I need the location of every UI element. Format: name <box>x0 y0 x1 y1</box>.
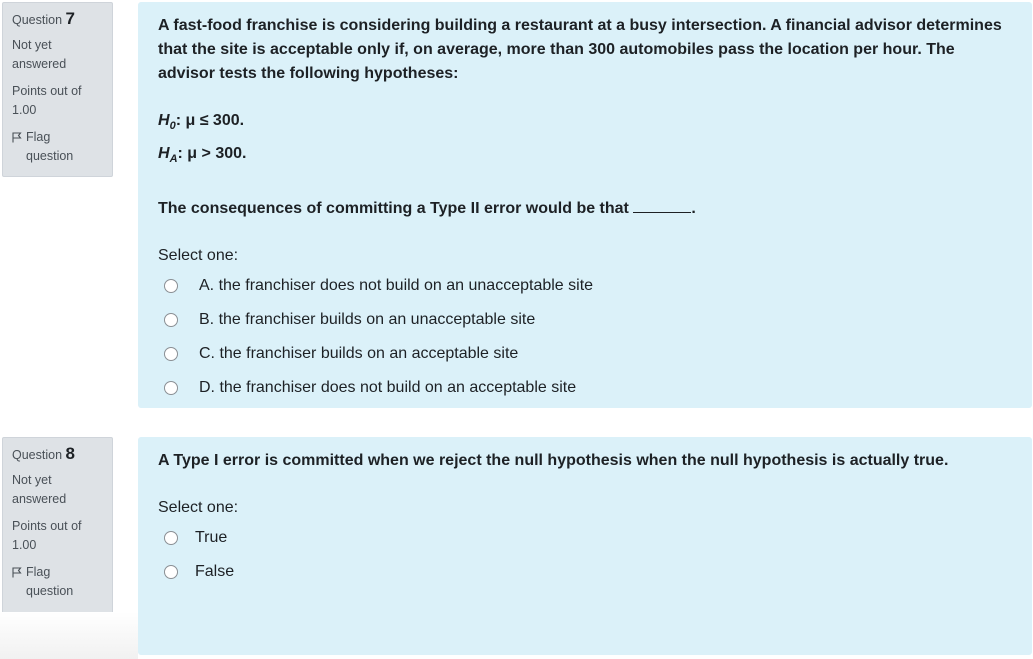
hypothesis-relation: : μ ≤ 300. <box>175 112 245 129</box>
question-state: Not yet answered <box>12 38 67 71</box>
option-label[interactable]: True <box>195 529 228 546</box>
option-c[interactable] <box>158 337 1012 371</box>
prompt-end: . <box>691 200 696 218</box>
hypothesis-subscript: A <box>169 153 178 166</box>
question-8-info <box>2 437 113 615</box>
flag-question-label: Flag question <box>26 565 74 598</box>
option-label[interactable]: B. the franchiser builds on an unacceptable site <box>199 311 536 329</box>
option-b[interactable] <box>158 303 1012 337</box>
prompt-text: The consequences of committing a Type II error would be that <box>158 200 629 218</box>
hypothesis-symbol: H <box>158 145 170 163</box>
hypothesis-relation: : μ > 300. <box>177 145 247 163</box>
option-d[interactable] <box>158 371 1012 405</box>
question-prompt <box>158 197 1012 221</box>
question-points: Points out of 1.00 <box>12 519 82 552</box>
question-text: A Type I error is committed when we reject the null hypothesis when the null hypothesis is actually true. <box>158 452 949 469</box>
hypothesis-symbol: H <box>158 112 170 129</box>
radio-button[interactable] <box>164 531 178 545</box>
option-a[interactable] <box>158 269 1012 303</box>
option-label[interactable]: C. the franchiser builds on an acceptable site <box>199 345 519 363</box>
radio-button[interactable] <box>164 381 178 395</box>
question-label: Question <box>12 448 63 462</box>
question-7-number <box>12 9 104 30</box>
hypothesis-subscript: 0 <box>169 120 176 133</box>
flag-question-link[interactable] <box>12 128 104 166</box>
answer-blank <box>633 198 691 213</box>
null-hypothesis <box>158 107 1012 140</box>
radio-button[interactable] <box>164 313 178 327</box>
flag-icon <box>12 567 22 578</box>
option-label[interactable]: D. the franchiser does not build on an acceptable site <box>199 379 577 397</box>
flag-question-label: Flag question <box>26 130 74 163</box>
question-points: Points out of 1.00 <box>12 84 82 117</box>
radio-button[interactable] <box>164 347 178 361</box>
alternative-hypothesis <box>158 140 1012 173</box>
question-8-content <box>138 437 1032 655</box>
question-8-number <box>12 444 104 465</box>
option-label[interactable]: False <box>195 563 235 580</box>
select-one-label: Select one: <box>158 247 239 265</box>
page-bottom-fade <box>0 612 138 659</box>
question-text: A fast-food franchise is considering building a restaurant at a busy intersection. A financial advisor determines that the site is acceptable only if, on average, more than 300 automobiles pass the location per hour. The advisor tests the following hypotheses: <box>158 17 1002 82</box>
radio-button[interactable] <box>164 279 178 293</box>
question-7-content <box>138 2 1032 408</box>
option-false[interactable] <box>158 555 1012 589</box>
flag-question-link[interactable] <box>12 563 104 601</box>
question-number: 7 <box>65 9 75 28</box>
question-number: 8 <box>65 444 75 463</box>
option-true[interactable] <box>158 521 1012 555</box>
question-7-info <box>2 2 113 177</box>
option-label[interactable]: A. the franchiser does not build on an unacceptable site <box>199 277 594 295</box>
question-label: Question <box>12 13 63 27</box>
flag-icon <box>12 132 22 143</box>
question-state: Not yet answered <box>12 473 67 506</box>
select-one-label: Select one: <box>158 499 239 516</box>
radio-button[interactable] <box>164 565 178 579</box>
